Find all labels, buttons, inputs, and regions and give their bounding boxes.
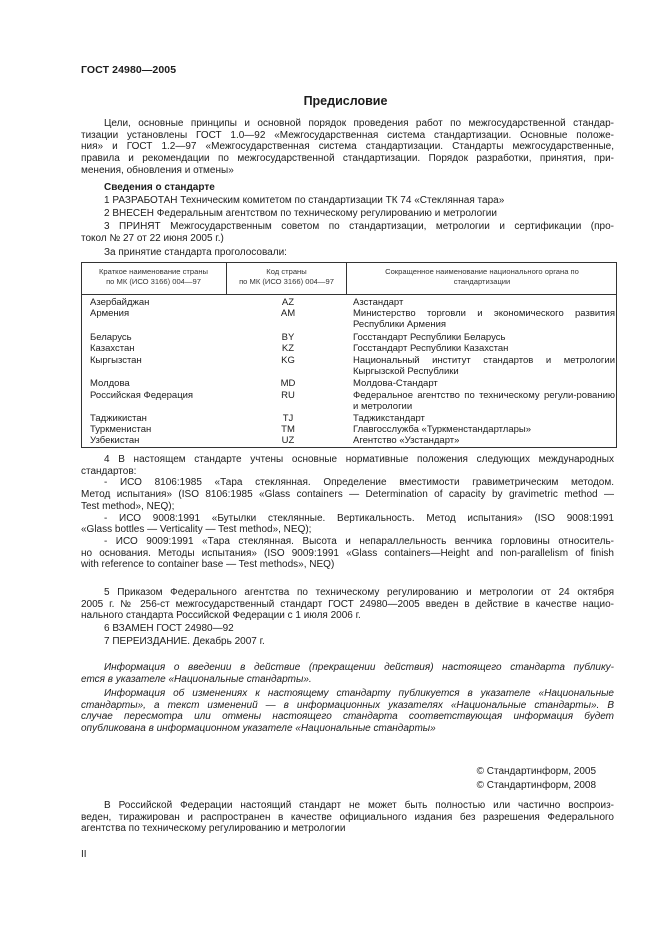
table-cell-organization: Молдова-Стандарт	[353, 378, 438, 389]
item-3-line: токол № 27 от 22 июня 2005 г.)	[81, 232, 224, 244]
notice-line: ется в указателе «Национальные стандарты».	[81, 673, 312, 685]
page-title	[0, 94, 661, 108]
item-5	[81, 587, 614, 622]
table-cell-organization: Министерство торговли и экономического развития Республики Армения	[353, 308, 615, 331]
notice-line: опубликована в информационном указателе «Национальные стандарты»	[81, 723, 436, 735]
item-1: 1 РАЗРАБОТАН Техническим комитетом по стандартизации ТК 74 «Стеклянная тара»	[104, 195, 505, 206]
table-header-organization	[347, 267, 617, 287]
notice-changes	[81, 688, 614, 735]
table-cell-code: MD	[280, 378, 296, 389]
item-4-line: «Glass bottles — Verticality — Test method», NEQ);	[81, 524, 312, 536]
table-cell-country: Армения	[90, 308, 130, 319]
item-6: 6 ВЗАМЕН ГОСТ 24980—92	[104, 623, 234, 634]
table-cell-organization: Федеральное агентство по техническому регули-рованию и метрологии	[353, 390, 615, 413]
table-cell-code: TJ	[282, 413, 294, 424]
item-4-line: стандартов:	[81, 465, 137, 477]
item-3-line: 3 ПРИНЯТ Межгосударственным советом по стандартизации, метрологии и сертификации (про-	[104, 221, 614, 232]
info-heading: Сведения о стандарте	[104, 182, 215, 193]
intro-line: менения, обновления и отмены»	[81, 164, 234, 176]
notice-line: Информация об изменениях к настоящему стандарту публикуется в указателе «Национальные	[104, 688, 614, 699]
table-cell-country: Туркменистан	[90, 424, 152, 435]
legal-line: веден, тиражирован и распространен в качестве официального издания без разрешения Федерального	[81, 811, 614, 823]
intro-line: правила и рекомендации по межгосударственной стандартизации. Порядок разработки, принятия, при-	[81, 153, 614, 165]
legal-line: В Российской Федерации настоящий стандарт не может быть полностью или частично воспроиз-	[104, 800, 614, 811]
table-cell-code: AM	[280, 308, 296, 319]
intro-line: Цели, основные принципы и основной порядок проведения работ по межгосударственной стандар-	[104, 118, 614, 129]
table-cell-organization: Национальный институт стандартов и метрологии Кыргызской Республики	[353, 355, 615, 378]
notice-line: Информация о введении в действие (прекращении действия) настоящего стандарта публику-	[104, 662, 614, 673]
table-cell-country: Кыргызстан	[90, 355, 142, 366]
table-cell-country: Российская Федерация	[90, 390, 194, 401]
item-3	[81, 221, 614, 244]
voted-text: За принятие стандарта проголосовали:	[104, 247, 287, 258]
item-4-line: но основания. Методы испытания» (ISO 9009:1991 «Glass containers—Height and non-parallelism of finish	[81, 547, 614, 559]
standard-code-header: ГОСТ 24980—2005	[81, 64, 177, 76]
copyright-2008: © Стандартинформ, 2008	[476, 780, 596, 791]
table-cell-code: TM	[281, 424, 295, 435]
table-cell-organization: Агентство «Узстандарт»	[353, 435, 460, 446]
table-cell-country: Казахстан	[90, 343, 135, 354]
intro-paragraph	[81, 118, 614, 177]
table-cell-organization: Госстандарт Республики Казахстан	[353, 343, 509, 354]
table-cell-code: RU	[281, 390, 295, 401]
header-line: Сокращенное наименование национального органа по	[385, 267, 579, 276]
header-line: стандартизации	[453, 277, 511, 286]
legal-notice	[81, 800, 614, 835]
item-5-line: 2005 г. № 256-ст межгосударственный стандарт ГОСТ 24980—2005 введен в действие в качестве нацио-	[81, 598, 614, 610]
table-header-code	[227, 267, 346, 287]
item-4-line: 4 В настоящем стандарте учтены основные нормативные положения следующих международных	[104, 454, 614, 465]
table-cell-country: Узбекистан	[90, 435, 140, 446]
header-line: по МК (ИСО 3166) 004—97	[106, 277, 201, 286]
legal-line: агентства по техническому регулированию и метрологии	[81, 823, 346, 835]
item-4-line: - ИСО 8106:1985 «Тара стеклянная. Определение вместимости гравиметрическим методом.	[104, 477, 614, 489]
intro-line: ния» и ГОСТ 1.2—97 «Межгосударственная система стандартизации. Стандарты межгосударственные,	[81, 141, 614, 153]
item-4-line: Test method», NEQ);	[81, 500, 175, 512]
table-cell-code: UZ	[281, 435, 295, 446]
table-cell-organization: Азстандарт	[353, 297, 404, 308]
table-cell-country: Беларусь	[90, 332, 132, 343]
header-line: по МК (ИСО 3166) 004—97	[239, 277, 334, 286]
table-cell-code: KG	[281, 355, 295, 366]
item-7: 7 ПЕРЕИЗДАНИЕ. Декабрь 2007 г.	[104, 636, 265, 647]
copyright-2005: © Стандартинформ, 2005	[476, 766, 596, 777]
item-4-line: with reference to container base — Test methods», NEQ)	[81, 559, 335, 571]
countries-table	[81, 262, 617, 448]
table-cell-country: Азербайджан	[90, 297, 150, 308]
intro-line: тизации установлены ГОСТ 1.0—92 «Межгосударственная система стандартизации. Основные положе-	[81, 129, 614, 141]
table-cell-code: AZ	[281, 297, 295, 308]
item-4-line: - ИСО 9008:1991 «Бутылки стеклянные. Вертикальность. Метод испытания» (ISO 9008:1991	[104, 512, 614, 524]
page-title-text: Предисловие	[303, 94, 388, 108]
table-header-country	[81, 267, 226, 287]
header-line: Краткое наименование страны	[99, 267, 208, 276]
item-5-line: нального стандарта Российской Федерации с 1 июля 2006 г.	[81, 610, 361, 622]
item-4-line: Метод испытания» (ISO 8106:1985 «Glass containers — Determination of capacity by gravimetric method —	[81, 489, 614, 501]
header-line: Код страны	[266, 267, 307, 276]
notice-introduction	[81, 662, 614, 685]
table-cell-country: Молдова	[90, 378, 130, 389]
notice-line: случае пересмотра или отмены настоящего стандарта соответствующая информация будет	[81, 711, 614, 723]
table-cell-organization: Главгосслужба «Туркменстандартлары»	[353, 424, 532, 435]
table-cell-code: BY	[281, 332, 295, 343]
table-cell-organization: Таджикстандарт	[353, 413, 425, 424]
table-cell-country: Таджикистан	[90, 413, 147, 424]
item-5-line: 5 Приказом Федерального агентства по техническому регулированию и метрологии от 24 октября	[104, 587, 614, 598]
item-2: 2 ВНЕСЕН Федеральным агентством по техническому регулированию и метрологии	[104, 208, 497, 219]
page-number: II	[81, 849, 87, 860]
table-header-divider	[81, 294, 617, 295]
item-4	[81, 454, 614, 571]
item-4-line: - ИСО 9009:1991 «Тара стеклянная. Высота и непараллельность венчика горловины относитель-	[104, 535, 614, 547]
notice-line: стандарты», а текст изменений — в информационных указателях «Национальные стандарты». В	[81, 699, 614, 711]
table-cell-code: KZ	[281, 343, 295, 354]
table-cell-organization: Госстандарт Республики Беларусь	[353, 332, 506, 343]
